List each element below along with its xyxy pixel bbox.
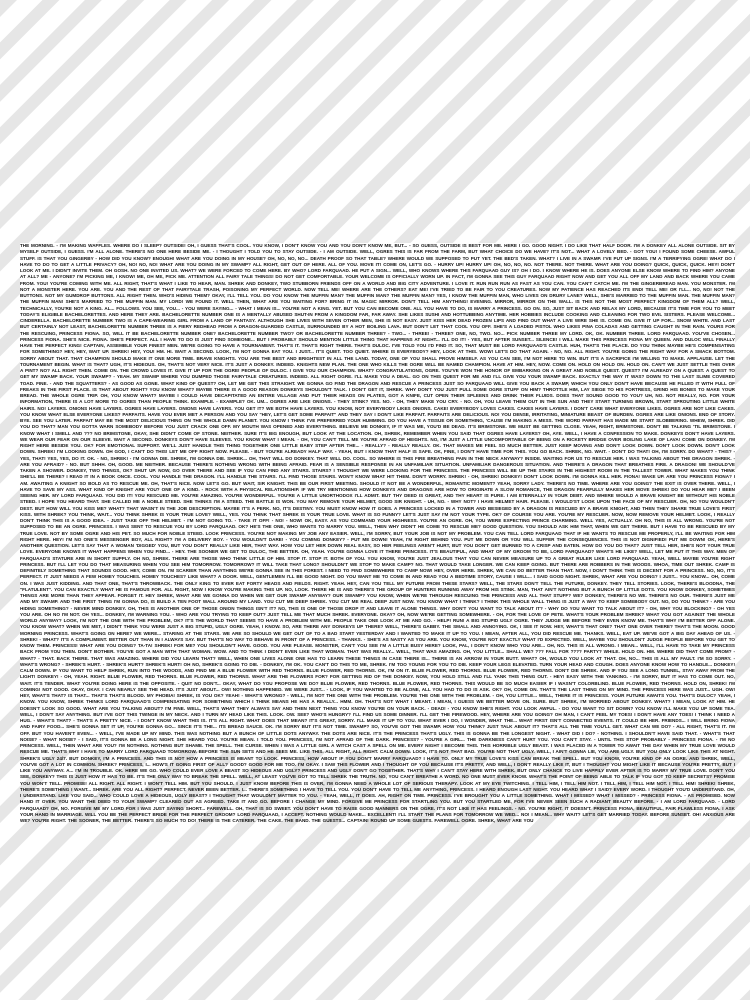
text-block-print [20, 243, 735, 823]
movie-script-text: THE MORNING. - I'M MAKING WAFFLES. WHERE DO I SLEEP? OUTSIDE! OH, I GUESS THAT'S COOL. YOU KNOW, I DON'T KNOW YOU AND YOU DON'T KNOW ME, BUT... - SO GUESS, OUTSIDE IS BEST FOR ME. HERE I GO. GOOD NIGHT. I DO LIKE THAT HALF DOOR. I'M A DONKEY ALL ALONE OUTSIDE. SIT BY MYSELF OUTSIDE, I GUESS. I'M ALL ALONE. THERE'S NO ONE HERE BESIDE ME. - I THOUGHT I TOLD YOU TO STAY OUTSIDE. - I AM OUTSIDE. WELL, OGRES THIS IS FAR FROM THE FARM, BUT WHAT CHOICE DO WE HAVE? IT'S NOT... WHAT A LOVELY BED. - GOT YOU! I FOUND SOME CHEESE. AWFUL STUFF. IS THAT YOU GINGERBY - HOW DID YOU KNOW? ENOUGH! WHAT ARE YOU DOING IN MY HOUSE? OH, NO, NO, NO... DEATH PROOF SO THAT TABLE? WHERE WOULD WE SUPPOSED TO PUT YET. THE BED'S TAKEN. WHAT? I LIVE IN A SWAMP. I'VE PUT UP SIGNS. I'M A TERRIFYING OGRE! WHAT DO I HAVE TO DO TO GET A LITTLE PRIVACY? OH, NO! NO, NO! WHAT ARE YOU DOING IN MY SWAMP? ALL RIGHT, GET OUT OF HERE. ALL OF YOU. MOVE IT! COME ON, LET'S GO. - HURRY UP! HURRY UP! OH, NO, NO, NO. NOT THERE. NOT THERE. WHAT ARE YOU DOING? QUICK, QUICK, QUICK. HEY! DON'T LOOK AT ME. I DIDN'T INVITE THEM. OH GOSH. NO ONE INVITED US. WHAT? WE WERE FORCED TO COME HERE. BY WHO? LORD FARQUAAD. HE PUT A SIGN... WELL, WHO KNOWS WHERE THIS FARQUAAD GUY IS? OH I DO. I KNOW WHERE HE IS. DOES ANYONE ELSE KNOW WHERE TO FIND HIM? ANYONE AT ALL? ME - ANYONE? I'M PICKING ME, I KNOW! ME, OH ME, PICK ME. ATTENTION ALL FAIRY TALE THINGS! DO NOT GET COMFORTABLE. YOUR WELCOME IS OFFICIALLY WORN UP. IN FACT, I'M GONNA SEE THIS GUY FARQUAAD RIGHT NOW AND GET YOU ALL OFF MY LAND AND BACK WHERE YOU CAME FROM. YOU! YOU'RE COMING WITH ME. ALL RIGHT, THAT'S WHAT I LIKE TO HEAR, MAN. SHREK AND DONKEY, TWO STUBBORN FRIENDS OFF ON A WORLD AND BIG CITY ADVENTURE. I LOVE IT. RUN RUN RUN AS FAST AS YOU CAN. YOU CAN'T CATCH ME. I'M THE GINGERBREAD MAN. YOU MONSTER. I'M NOT A MONSTER HERE. YOU ARE. YOU AND THE REST OF THAT FAIRYTALE TRASH, POISONING MY PERFECT WORLD. NOW TELL ME! WHERE ARE THE OTHERS? EAT ME! I'VE TRIED TO BE FAIR TO YOU CREATURES. NOW MY PATIENCE HAS REACHED ITS END! TELL ME! OR I'LL... NO, NO! NOT THE BUTTONS. NOT MY GUMDROP BUTTONS. ALL RIGHT THEN. WHO'S HIDING THEM? OKAY, I'LL TELL YOU. DO YOU KNOW THE MUFFIN MAN? THE MUFFIN MAN? THE MUFFIN MAN? YES, I KNOW THE MUFFIN MAN, WHO LIVES ON DRURY LANE? WELL, SHE'S MARRIED TO THE MUFFIN MAN. THE MUFFIN MAN? THE MUFFIN MAN! SHE'S MARRIED TO THE MUFFIN MAN. MY LORD! WE FOUND IT. WELL THEN, WHAT ARE YOU WAITING FOR? BRING IT IN. MAGIC MIRROR. DON'T TELL HIM ANYTHING! EVENING. MIRROR, MIRROR ON THE WALL. IS THIS NOT THE MOST PERFECT KINGDOM OF THEM ALL? WELL, TECHNICALLY, YOU'RE NOT A KING. AL... FOLLOWS. YOU SEE, YOU... - YOU WERE SAYING... - WHAT I MEAN IS... YOU'RE NOT A KING. YET. BUT YOU CAN BECOME ONE. ALL YOU HAVE TO DO, IS MARRY A PRINCESS. GO ON. SO, JUST SIT BACK AND RELAX MY LORD, BECAUSE IT'S TIME FOR YOU TO MEET TODAY'S ELIGIBLE BACHELORETTES. AND HERE THEY ARE. BACHELORETTE NUMBER ONE IS A MENTALLY ABUSED SHUT-IN FROM A KINGDOM FAR, FAR AWAY. SHE LIKES SUSHI AND HOTTUBBING ANYTIME. HER HOBBIES INCLUDE COOKING AND CLEANING FOR TWO EVIL SISTERS. PLEASE WELCOME... CINDERELLA. BACHELORETTE NUMBER TWO IS A CAPE-WEARING GIRL FROM A LAND OF FANTASY. ALTHOUGH SHE LIVES WITH SEVEN OTHER MEN, SHE IS NOT EASY. JUST KISS HER DEAD FROZEN LIPS AND FIND OUT WHAT A LIVE WIRE SHE IS. COME ON. GIVE IT UP FOR... SNOW WHITE. AND LAST BUT CERTAINLY NOT LEAST, BACHELORETTE NUMBER THREE IS A FIERY REDHEAD FROM A DRAGON-GUARDED CASTLE, SURROUNDED BY A HOT BOILING LAVA. BUT DON'T LET THAT COOL YOU OFF. SHE'S A LOADED PISTOL WHO LIKES PINA COLADAS AND GETTING CAUGHT IN THE RAIN. YOURS FOR THE RESCUING, PRINCESS FIONA. SO, WILL IT BE BACHELORETTE NUMBER ONE? BACHELORETTE NUMBER TWO? OR BACHELORETTE NUMBER THREE? - TWO... - THREE! - THREE? ONE, NO, TWO. NO... PICK NUMBER THREE MY LORD. OK, OK. NUMBER THREE. LORD FARQUAAD. YOU'VE CHOSEN... PRINCESS FIONA. SHE'S NICE. FIONA. SHE'S PERFECT. ALL I HAVE TO DO IS JUST FIND SOMEONE... BUT I PROBABLY SHOULD MENTION LITTLE THING THAT HAPPENS AT NIGHT... I'LL DO IT! - YES, BUT AFTER SUNSET... SILENCE! I WILL MAKE THIS PRINCESS FIONA MY QUEEN. AND DULOC WILL FINALLY HAVE THE PERFECT KING! CAPTAIN, ASSEMBLE YOUR FINEST MEN. WE'RE GOING TO HAVE A TOURNAMENT. THAT'S IT. THAT'S RIGHT THERE. THAT'S DULOC. I'VE TOLD YOU I'D FIND IT. SO, THAT MUST BE LORD FARQUAAD'S CASTLE. HUH, THAT'S THE PLACE. DO YOU THINK MAYBE HE'S COMPENSATING FOR SOMETHING? HEY, HEY, WAIT UP. SHREK! HEY, YOU! HM. HI. WAIT A SECOND. LOOK, I'M NOT GONNA EAT YOU. I JUST... IT'S QUIET. TOO QUIET. WHERE IS EVERYBODY? HEY, LOOK AT THIS. WOW! LET'S DO THAT AGAIN. - NO, NO. ALL RIGHT. YOU'RE GOING THE RIGHT WAY FOR A SMACK BOTTOM. SORRY ABOUT THAT. THAT CHAMPION SHOULD MAKE IT ONE MORE TIME. BRAVE KNIGHTS. YOU ARE THE BEST AND BRIGHTEST IN ALL THE LAND. TODAY, ONE OF YOU SHALL PROVE HIMSELF. AS YOU CAN SEE, I'M NOT HERE TO WIN. BUT IT'S A SACRIFICE I'M WILLING TO MAKE. APPLAUSE. LET THE TOURNAMENT BEGIN. WHAT IS THAT? UGH, IT'S HIDEOUS. OH, THAT'S NOT VERY NICE. IT'S JUST A DONKEY. INDEED. KNIGHTS NEW PLAN. THE ONE WHO KILLS THE OGRE WILL BE NAMED CHAMPION. HAVE AT HIM. HEY, NOW. COME ON. HOLD ON HOLD ON. HOLD ON. CAN'T WE JUST SETTLE THIS OVER A PINT? NO? ALL RIGHT THEN. COME ON. THE CROWD LOVES IT. GIVE IT UP FOR THE OGRE! PEOPLE OF DULOC. I GIVE YOU OUR CHAMPION. WHAT? CONGRATULATIONS, OGRE. YOU'VE WON THE HONOR OF EMBARKING ON A GREAT AND NOBLE QUEST. QUEST? I'M ALREADY ON A QUEST. A QUEST TO GET MY SWAMP BACK. YOUR SWAMP? - YEAH. MY SWAMP WHERE YOU DUMPED THOSE FAIRYTALE CREATURES. INDEED. ALL RIGHT OGRE. I'LL MAKE YOU A DEAL. GO ON THIS QUEST FOR ME AND I'LL GIVE YOU YOUR SWAMP BACK. EXACTLY THE WAY IT WAS? DOWN TO THE LAST SLIME COVERED TOAD. FINE. - AND THE SQUATTERS? - AS GOOD AS GONE. WHAT KIND OF QUEST? OH, LET ME GET THIS STRAIGHT. WE GONNA GO FIND THE DRAGON AND RESCUE A PRINCESS JUST SO FARQUAAD WILL GIVE YOU BACK A SWAMP, WHICH YOU ONLY DON'T HAVE BECAUSE HE FILLED IT WITH FULL OF FREAKS IN THE FIRST PLACE. IS THAT ABOUT RIGHT? YOU KNOW WHAT? MAYBE THERE IS A GOOD REASON DONKEYS SHOULDN'T TALK. I DON'T GET IT, SHREK. WHY DON'T YOU JUST PULL SOME OGRE STUFF ON HIM? THROTTLE HIM, LAY SIEGE TO HIS FORTRESS, GRIND HIS BONES TO MAKE YOUR BREAD. THE WHOLE OGRE TRIP. OH, YOU KNOW WHAT? MAYBE I COULD HAVE DECAPITATED AN ENTIRE VILLAGE AND PUT THEIR HEADS ON PLATES, GOT A KNIFE, CUT OPEN THEIR SPLEENS AND DRINK THEIR FLUIDS. DOES THAT SOUND GOOD TO YOU? UH, NO. NOT REALLY, NO. FOR YOUR INFORMATION, THERE IS A LOT MORE TO OGRES THAN PEOPLE THINK. EXAMPLE. - EXAMPLE? OK. UM... OGRES ARE LIKE ONIONS. - THEY STINK? YES. NO. - OH, THEY MAKE YOU CRY. - NO. OH, YOU LEAVE THEM OUT IN THE SUN AND THEY START TURNING BROWN, START SPROUTING LITTLE WHITE HAIRS. NO! LAYERS. ONIONS HAVE LAYERS. OGRES HAVE LAYERS. ONIONS HAVE LAYERS. YOU GET IT? WE BOTH HAVE LAYERS. YOU KNOW, NOT EVERYBODY LIKES ONIONS. CAKE! EVERYBODY LOVES CAKES. CAKES HAVE LAYERS. I DON'T CARE WHAT EVERYONE LIKES. OGRES ARE NOT LIKE CAKES. YOU KNOW WHAT ELSE EVERYONE LIKES? PARFAITS. HAVE YOU EVER MET A PERSON AND YOU SAY "HEY, LET'S GET SOME PARFAIT" AND THEY SAY I DON'T LIKE PARFAIT. PARFAITS ARE DELICIOUS. NO! YOU DENSE, IRRITATING, MINIATURE BEAST OF BURDEN. OGRES ARE LIKE ONIONS. END OF STORY. BYE. SEE YOU LATER. PARFAIT MAY BE THE MOST DELICIOUS THING ON THE WHOLE DAMN PLANET. YOU KNOW I THINK I'VE PREFERRED YOUR HUMMING. DO YOU HAVE A TISSUE OR SOMETHING, 'CAUSE I'M MAKING A MESS. THE WORD PARFAIT HAS MADE ME START SLOBBERING. WHEW, SHREK. DID YOU DO THAT? MAN YOU GOTTA WARN SOMEBODY BEFORE YOU JUST CRACK ONE OFF. MY MOUTH WAS OPENED AND EVERYTHING. BELIEVE ME DONKEY, IF IT WAS ME, YOU'D BE DEAD. IT'S BRIMSTONE. WE MUST BE GETTING CLOSE. YEAH, RIGHT, BRIMSTONE. DON'T BE TALKING 'TIL BRIMSTONE. I KNOW WHAT I SMELL AND ??? NO BRIMSTONE, OKAY, SHE DIDN'T COME OF STONE. NEITHER. SURE IT'S BIG ENOUGH, BUT LOOK AT THE LOCATION. OH, SHREK, REMEMBER WHEN YOU SAID THAT OGRES HAVE LAYERS? OH, AYE. WELL, I HAVE A CONFESSION TO MAKE. DONKEYS DON'T HAVE LAYERS. WE WEAR OUR FEAR ON OUR SLEEVE. WAIT A SECOND. DONKEYS DON'T HAVE SLEEVES. YOU KNOW WHAT I MEAN. - OH, YOU CAN'T TELL ME YOU'RE AFRAID OF HEIGHTS. NO, I'M JUST A LITTLE UNCOMFORTABLE OF BEING ON A RICKETY BRIDGE OVER BOILING LAKE OF LAVA! COME ON DONKEY. I'M RIGHT HERE BESIDE YOU. OK? FOR EMOTIONAL SUPPORT. WE'LL JUST HANDLE THIS THING TOGETHER ONE LITTLE BABY STEP AFTER THE... - REALLY? - REALLY REALLY. OK. THAT MAKES ME FEEL SO MUCH BETTER. JUST KEEP MOVING AND DON'T LOOK DOWN. DON'T LOOK DOWN. DON'T LOOK DOWN. SHREK! I'M LOOKING DOWN. OH GOD, I CAN'T DO THIS! LET ME OFF RIGHT NOW. PLEASE. - BUT YOU'RE ALREADY HALF WAY. - YEAH, BUT I KNOW THAT HALF IS SAFE. OK, FINE, I DON'T HAVE TIME FOR THIS. YOU GO BACK. SHREK, NO. WAIT. - DON'T DO THAT! OH, I'M SORRY. DO WHAT? - THIS? - YES, THAT! YES, YES, DO IT. OK. - NO, SHREK! - I'M GONNA DIE. SHREK, I'M GONNA DIE. SHREK... OH, THAT WILL DO DONKEY. THAT WILL DO. COOL. SO WHERE IS THIS FIRE BREATHING PAIN IN THE NECK ANYWAY? INSIDE. WAITING FOR US TO RESCUE HER. I WAS TALKING ABOUT THE DRAGON SHREK. - ARE YOU AFRAID? - NO. BUT SHHH. OH, GOOD. ME NEITHER. BECAUSE THERE'S NOTHING WRONG WITH BEING AFRAID. FEAR IS A SENSIBLE RESPONSE IN AN UNFAMILIAR SITUATION. UNFAMILIAR DANGEROUS SITUATION. AND THERE'S A DRAGON THAT BREATHES FIRE. A DRAGON! WE SHOULD'VE TAKEN A SHOWER. DONKEY, TWO THINGS, OK? SHUT UP. NOW, GO OVER THERE AND SEE IF YOU CAN FIND ANY STAIRS. STAIRS? I THOUGHT WE WERE LOOKING FOR THE PRINCESS. THE PRINCESS WILL BE UP THE STAIRS IN THE HIGHEST ROOM IN THE TALLEST TOWER. WHAT MAKES YOU THINK SHE'LL BE THERE? I READ IT IN A BOOK ONCE. COOL. YOU HANDLE THE DRAGON. I'LL HANDLE THE STAIRS. I'LL FIND THOSE STAIRS. WON'T KNOW WHAT HIT THEM. DON'T WORRY. SHREK! - OH, SHREK! DONKEY! DON'T LOOK DOWN. I'M GONNA KILL HER. FIONA! WAKE UP. ARE YOU PRINCESS FIONA? I AM. AWAITING A KNIGHT SO BOLD AS TO RESCUE ME. OH, THAT'S NICE. NOW LET'S GO. BUT WAIT, SIR KNIGHT. THIS BE OUR FIRST MEETING. SHOULD IT NOT BE A WONDERFUL, ROMANTIC MOMENT? YEAH, SORRY LADY. THERE'S NO TIME. WHERE ARE YOU GOING? THE EXIT IS OVER THERE. WELL, I HAVE TO SAVE MY ASS. WHAT KIND OF KNIGHT ARE YOU? ONE OF A KIND. - ROCK WITH A PHYSICAL RELATIONSHIP. IF WE TRY MENTIONING HOW DONKEYS AND DRAGONS ARE HOW TO ORIGINATE A SLOW ROMANCE, THE DRAGON FEARFULLY MAKES HER MOVE SHREK! DO YOU HEAR ME? I BEEN SEEING HER. MY LORD FARQUAAD. YOU DID IT! YOU RESCUED ME. YOU'RE AMAZING. YOU'RE WONDERFUL. YOU'RE A LITTLE UNORTHODOX I'LL ADMIT. BUT THY DEED IS GREAT, AND THY HEART IS PURE. I AM ETERNALLY IN YOUR DEBT. AND WHERE WOULD A BRAVE KNIGHT BE WITHOUT HIS NOBLE STEED. I HOPE YOU HEARD THAT. SHE CALLED ME A NOBLE STEED. SHE THINKS I'M A STEED. THE BATTLE IS WON. YOU MAY REMOVE YOUR HELMET, GOOD SIR KNIGHT. - UH, NO. - WHY NOT? I HAVE HELMET HAIR. PLEASE. I WOULD'ST LOOK UPON THE FACE OF MY RESCUER. OH, NO YOU WOULDN'T DEST. BUT HOW WILL YOU KISS ME? WHAT? THAT WASN'T IN THE JOB DESCRIPTION. MAYBE IT'S A PERK. NO, IT'S DESTINY. YOU MUST KNOW HOW IT GOES. A PRINCESS LOCKED IN A TOWER AND BESIEGED BY A DRAGON IS RESCUED BY A BRAVE KNIGHT, AND THEN THEY SHARE TRUE LOVE'S FIRST KISS. WITH SHREK? YOU THINK, WAIT... YOU THINK SHREK IS YOUR TRUE LOVE? WELL, YES. YOU THINK THAT SHREK IS YOUR TRUE LOVE. WHAT IS SO FUNNY? LET'S JUST SAY I'M NOT YOUR TYPE. OK? OF COURSE YOU ARE. YOU'RE MY RESCUER. NOW, NOW REMOVE YOUR HELMET. LOOK, I REALLY DON'T THINK THIS IS A GOOD IDEA. - JUST TAKE OFF THE HELMET. - I'M NOT GOING TO. - TAKE IT OFF! - NO! - NOW! OK, EASY. AS YOU COMMAND YOUR HIGHNESS. YOU'RE AN OGRE. OH, YOU WERE EXPECTING PRINCE CHARMING. WELL YES, ACTUALLY. OH NO, THIS IS ALL WRONG. YOU'RE NOT SUPPOSED TO BE AN OGRE. PRINCESS. I WAS SENT TO RESCUE YOU BY LORD FARQUAAD. OK? HE'S THE ONE, WHO WANTS TO MARRY YOU. WELL, THEN WHY DIDN'T HE COME TO RESCUE ME? GOOD QUESTION. YOU SHOULD ASK HIM THAT, WHEN WE GET THERE. BUT I HAVE TO BE RESCUED BY MY TRUE LOVE. NOT BY SOME OGRE AND HIS PET. SO MUCH FOR NOBLE STEED. LOOK PRINCESS. YOU'RE NOT MAKING MY JOB ANY EASIER. WELL, I'M SORRY, BUT YOUR JOB IS NOT MY PROBLEM. YOU CAN TELL LORD FARQUAAD THAT IF HE WANTS TO RESCUE ME PROPERLY, I'LL BE WAITING FOR HIM RIGHT HERE. HEY! I'M NO ONE'S MESSENGER BOY, ALL RIGHT? I'M A DELIVERY BOY. - YOU WOULDN'T DARE! - YOU COMING DONKEY? - PUT ME DOWN! YEAH, I'M RIGHT BEHIND YOU. PUT ME DOWN OR YOU WILL SUFFER THE CONSEQUENCES. THIS IS NOT DIGNIFIED! PUT ME DOWN! OK, HERE'S ANOTHER QUESTION. LET'S SAY THAT A WOMAN 'DIGGED' YOU, BUT YOU DON'T REALLY LIKE HER, THAT WAY. HOW YOU LET HER DOWN REAL EASY, SO HER FEELINGS AREN'T HURT, BUT YOU DON'T GET BURNED TO A CRISP AND EATEN. HOW DO YOU DO THAT? JUST TELL HER, SHE'S NOT YOUR TRUE LOVE. EVERYONE KNOWS IT WHAT HAPPENS WHEN YOU FIND... - HEY. THE SOONER WE GET TO DULOC, THE BETTER. OH, YEAH. YOU'RE GONNA LOVE IT THERE PRINCESS. IT'S BEAUTIFUL, AND WHAT OF MY GROOM TO BE, LORD FARQUAAD? WHAT'S HE LIKE? WELL, LET ME PUT IT THIS WAY. MEN OF FARQUAAD'S STATURE ARE IN SHORT SUPPLY. OH NO, SHREK. THERE ARE THOSE WHO THINK LITTLE OF HIM. STOP IT. STOP IT. BOTH OF YOU. YOU KNOW, YOU'RE JUST JEALOUS THAT YOU CAN NEVER MEASURE UP TO A GREAT RULER LIKE LORD FARQUAAD. YEAH, WELL MAYBE YOU'RE RIGHT PRINCESS. BUT I'LL LET YOU DO THAT MEASURING WHEN YOU SEE HIM TOMORROW. TOMORROW? IT WILL TAKE THAT LONG? SHOULDN'T WE STOP TO MAKE CAMP? NO. THAT WOULD TAKE LONGER. WE CAN KEEP GOING. BUT THERE ARE ROBBERS IN THE WOODS. WHOA, TIME OUT SHREK. CAMP IS DEFINITELY SOMETHING THAT SOUNDS GOOD. HEY, COME ON. I'M SCARIER THAN ANYTHING WE'RE GONNA SEE IN THIS FOREST. I NEED TO FIND SOMEWHERE TO CAMP NOW! HEY, OVER HERE. SHREK, WE CAN DO BETTER THAN THAT. NOW, I DON'T THINK THIS IS DECENT FOR A PRINCESS. NO, NO, IT'S PERFECT. IT JUST NEEDS A FEW HOMEY TOUCHES. HOMEY TOUCHES? LIKE WHAT? A DOOR. WELL, GENTLEMEN I'LL BE GOOD NIGHT. DO YOU WANT ME TO COME IN AND READ YOU A BEDTIME STORY, CAUSE I WILL... I SAID GOOD NIGHT. SHREK, WHAT ARE YOU DOING? I JUST... YOU KNOW... OH, COME ON. I WAS JUST KIDDING. AND THAT ONE, THAT'S THROWBACK. THE ONLY KING TO EVER EAT FORTY HEADS AND FIELDS. RIGHT. YEAH. HEY, CAN YOU TELL MY FUTURE FROM THESE STARS? WELL, THE STARS DON'T TELL THE FUTURE, DONKEY. THEY TELL STORIES. LOOK, THERE'S BLOODNA, THE "FLATULENT". YOU CAN EXACTLY WHAT HE IS FAMOUS FOR. ALL RIGHT, NOW I KNOW YOU'RE MAKING THIS UP. NO, LOOK. THERE HE IS AND THERE'S THE GROUP OF HUNTERS RUNNING AWAY FROM HIS STINK. MAN, THAT AIN'T NOTHING BUT A BUNCH OF LITTLE DOTS. YOU KNOW DONKEY, SOMETIMES THINGS ARE MORE THAN THEY APPEAR. FORGET IT. HEY SHREK, WHAT ARE WE GONNA DO WHEN WE GET OUR SWAMP ANYWAY? OUR SWAMP? YOU KNOW, WHEN WE'RE THROUGH RESCUING THE PRINCESS AND ALL THAT STUFF? WE? DONKEY, THERE'S NO WE. THERE'S NO OUR. THERE'S JUST ME AND MY SWAMP. AND THE FIRST THING I'M GONNA DO, IS BUILD A TEN FOOT WALL AROUND MY LAND. YOU CUT ME DEEP SHREK. YOU CUT ME REAL DEEP JUST NOW. YOU KNOW WHAT I THINK? I THINK THIS WHOLE WALL THING IS JUST A WAY TO KEEP SOMEBODY OUT. NO, DO YOU THINK? - ARE YOU HIDING SOMETHING? - NEVER MIND DONKEY. OH, THIS IS ANOTHER ONE OF THOSE ONION THINGS ISN'T IT? NO, THIS IS ONE OF THOSE DROP IT AND LEAVE IT ALONE THINGS. WHY DON'T YOU WANT TO TALK ABOUT IT? - WHY DO YOU WANT TO TALK ABOUT IT? - OH, WHY YOU BLOCKING? - OH YES YOU ARE. OH NO I'M NOT. OH YES... DONKEY, I'M WARNING YOU. - WHO ARE YOU TRYING TO KEEP OUT? JUST TELL ME THAT MUCH SHREK. EVERYONE. OKAY? OH, NOW WE'RE GETTING SOMEWHERE. - OH, FOR THE LOVE OF PETE. WHAT'S YOUR PROBLEM SHREK? WHAT YOU GOT AGAINST THE WHOLE WORLD ANYWAY? LOOK, I'M NOT THE ONE WITH THE PROBLEM, OK? IT'S THE WORLD THAT SEEMS TO HAVE A PROBLEM WITH ME. PEOPLE TAKE ONE LOOK AT ME AND GO. - HELP! RUN! A BIG STUPID UGLY OGRE. THEY JUDGE ME BEFORE THEY EVEN KNOW ME. THAT'S WHY I'M BETTER OFF ALONE. YOU KNOW WHAT? WHEN WE MET, I DIDN'T THINK YOU WERE JUST A BIG STUPID, UGLY OGRE. YEAH, I KNOW. SO, ARE THERE ANY DONKEYS UP THERE? WELL, THERE'S GABBY. THE SMALL AND ANNOYING. OK, I SEE IT NOW. HEY, WHAT'S THAT ONE? THAT ONE OVER THERE? THAT'S THE MOON. GOOD MORNING PRINCESS. WHAT'S GOING ON HERE? WE WERE... STARING AT THE STARS. WE ARE SO SHOULD WE GET OUT OF TO A BAD START YESTERDAY AND I WANTED TO MAKE IT UP TO YOU. I MEAN, AFTER ALL, YOU DID RESCUE ME. THANKS. WELL, EAT UP. WE'VE GOT A BIG DAY AHEAD OF US. - SHREK! - WHAT? IT'S A COMPLIMENT. BETTER OUT THAN IN I ALWAYS SAY. BUT THAT'S NO WAY TO BEHAVE IN FRONT OF A PRINCESS. - THANKS. - SHE'S AS NASTY AS YOU ARE. YOU KNOW, YOU'RE NOT EXACTLY WHAT I'D EXPECTED. WELL, MAYBE YOU SHOULDN'T JUDGE PEOPLE BEFORE YOU GET TO KNOW THEM. PRINCESS! WHAT ARE YOU DOING? TA-TA! SHREK! FOR ME? YOU SHOULDN'T HAVE. GOOD. YOU ARE PLEASE. MONSTER, CAN'T YOU SEE I'M A LITTLE BUSY HERE? LOOK, PAL, I DON'T KNOW WHO YOU ARE... OH, NO. THIS IS ALL WRONG. I MEAN... WELL, I'LL HAVE TO TAKE MY PRINCESS BACK FROM YOU THEN. DON'T BOTHER. YOU'VE GOT A MAN WITH THAT WOMAN. WOW. AND TO THINK I DIDN'T EVEN LIKE THAT WOMAN. THAT WAS REALLY... WELL, THAT WAS AMAZING. OH, YOU LITTLE... SHALL WE? ??? FALL FOR ???? PARTY? WHILE. HOLD ON. HM. WHERE DID THAT COME FROM? - WHAT? - THAT. BACK THERE. THAT WAS AMAZING. WHERE DID YOU LEARN THAT? WELL, WHEN ONE LIVES ALONE ONE HAS TO LEARN THESE THINGS IN CASE THERE IS... THERE IS AN ARROW IN YOUR BUTT. WHAT? OH, WOULD YOU LOOK AT THAT. OH, NO... THIS IS ALL MY FAULT. I'M SO SORRY. - WHAT'S WRONG? - SHREK'S HURT. - SHREK'S HURT? SHREK'S HURT! OH NO, SHREK'S GOING TO DIE. - DONKEY, I'M OK. YOU CAN'T DO THIS TO ME, SHREK. I'M TOO YOUNG FOR YOU TO DIE. KEEP YOUR LEGS ELEVATED. TURN YOUR HEAD AND COUGH. DOES ANYONE KNOW HOW TO HANDLE... DONKEY! CALM DOWN. IF YOU WANT TO HELP SHREK, RUN INTO THE WOODS, AND FIND ME A BLUE FLOWER WITH RED THORNS. BLUE FLOWER, RED THORNS. OK, I'M ON IT. BLUE FLOWER, RED THORNS. BLUE FLOWER, RED THORNS. DON'T DIE SHREK. AND IF YOU SEE A LONG TUNNEL, STAY AWAY FROM THE LIGHT! DONKEY! - OH, YEAH. RIGHT. BLUE FLOWER, RED THORNS. BLUE FLOWER, RED THORNS. WHAT ARE THE FLOWERS FOR? FOR GETTING RID OF THE DONKEY. NOW, YOU HOLD STILL AND I'LL YANK THIS THING OUT. - HEY! EASY WITH THE YANKING. - I'M SORRY, BUT IT HAS TO COME OUT. NO, WAIT. IT'S TENDER. WHAT YOU'RE DOING HERE IS THE OPPOSITE. - QUIT NO DON'T... OKAY, WHAT DO YOU PROPOSE WE DO? BLUE FLOWER, RED THORNS. BLUE FLOWER, RED THORNS. THIS WOULD BE SO MUCH EASIER IF I WASN'T COLORBLIND. BLUE FLOWER, RED THORNS. HOLD ON, SHREK! I'M COMING! NOT GOOD. OKAY, OKAY. I CAN NEARLY SEE THE HEAD. IT'S JUST ABOUT... OW! NOTHING HAPPENED. WE WERE JUST... - LOOK, IF YOU WANTED TO BE ALONE, ALL YOU HAD TO DO IS ASK. OK? OH, COME ON. THAT'S THE LAST THING ON MY MIND. THE PRINCESS HERE WAS JUST... UGH. OW! HEY, WHAT'S THAT? IS THAT... THAT'S THAT'S BLOOD. MY PHOBIA! SHREK, IS YOU OK? YEAH! - WHAT'S WRONG? - WELL, I'M NOT THE ONE WITH THE PROBLEM. YOU'RE THE ONE WITH THE PROBLEM. - OH, YOU LITTLE... WELL, THERE IT IS PRINCESS. YOUR FUTURE AWAITS YOU. THAT'S DULOC? YEAH, I KNOW. YOU KNOW, SHREK THINKS LORD FARQUAAD'S COMPENSATING FOR SOMETHING WHICH I THINK MEANS HE HAS A REALLY... HMM. OH. THAT'S NOT WHAT I MEANT. I MEAN, I GUESS WE BETTER MOVE ON. SURE. BUT SHREK, I'M WORRIED ABOUT DONKEY. WHAT? I MEAN, LOOK AT HIM. HE DOESN'T LOOK SO GOOD. WHAT ARE YOU TALKING ABOUT? I'M FINE. WELL, THAT'S WHAT THEY ALWAYS SAY AND THEN NEXT THING YOU KNOW YOU'RE ON YOUR BACK. - DEAD! - YOU KNOW SHE'S RIGHT. YOU LOOK AWFUL. - DO YOU WANT TO SIT DOWN? YOU KNOW I'LL MAKE YOU UP SOME TEA. WELL, I DON'T SAY ANYTHING. BUT I'VE GOT THIS TWINGE IN MY NECK. AND I TURN MY HEAD LIKE THIS. LOOK. OW. SEE? WHO'S HUNGRY? I'LL FIND US SOME DINNER. I'LL GET THE FIREWOOD. HEY, WHERE ARE YOU GOING? OH MAN, I CAN'T FEEL MY TOES! I DON'T HAVE ANY TOES! I THINK I NEED A HUG. - WHAT'S THAT? - THAT'S A PRETTY NICE. - I DON'T KNOW WHAT THIS IS. IT'S ALL RIGHT. WHAT DOES THAT MEAN? IT'S GREAT, SORRY. I'LL MAKE IT UP TO YOU. WHAT EVER I DO, I WONDER, WHAT THE... WHAT FIRST ISN'T CONNECTED EVENTS. IT COULD BE HER. FRIENDS... I WILL BRING FIONA AND FAIRY FOOD... SHE'S GONNA SET IT UP, YOU'RE GONNA GO... SINCE IT'S THE... ITS BREAD SAUCE. OK. I'M SORRY BUT IT'S NOT TIME. SWAMP? SO, YOU'VE GOT THE SWAMP. HOW YOU THINK? JUST TALK ABOUT IT? THAT'S ALL THE TIME YOU'LL GET. WHAT CAN WE DO? - ALL RIGHT, THAT'S IT. I'M OFF. BUT YOU HAVEN'T EVEN... - WELL, I'VE MADE UP MY MIND. THIS WAS NOTHING BUT A BUNCH OF LITTLE DOTS ANYWAY. THE DOTS ARE NICE. IT'S THE PRINCESS THAT'S UGLY. THIS IS GONNA BE THE LONGEST NIGHT. - WHAT DID I DO? - NOTHING. I SHOULDN'T HAVE SAID THAT. - WHAT'S THAT NOISE? - WHAT NOISE? - I SAID, IT'S GONNA BE A LONG NIGHT. SHE HEARD YOU. YOU'RE MEAN. I TOLD YOU. PRINCESS, I'M NOT AFRAID OF THE DARK. PRINCESS? - YOU'RE A GIRL... THE DARKNESS CAN'T HURT YOU. YOU CAN'T STAY. - UNTIL THIS STOP PROBABLY - PRINCESS FIONA. - I'M NO PRINCESS. WELL, THEN WHAT ARE YOU? I'M NOTHING. NOTHING BUT SHAME. THE SPELL. THE CURSE. WHEN I WAS A LITTLE GIRL A WITCH CAST A SPELL ON ME. EVERY NIGHT I BECOME THIS. THIS HORRIBLE UGLY BEAST. I WAS PLACED IN A TOWER TO AWAIT THE DAY WHEN MY TRUE LOVE WOULD RESCUE ME. THAT'S WHY I HAVE TO MARRY LORD FARQUAAD TOMORROW. BEFORE THE SUN SETS AND HE SEES ME. LIKE THIS. ALL RIGHT, ALL RIGHT. CALM DOWN. LOOK, IT'S NOT THAT BAD. YOU'RE NOT THAT UGLY. WELL, I AIN'T GONNA LIE, YOU ARE UGLY. BUT YOU ONLY LOOK LIKE THIS AT NIGHT. SHREK'S UGLY 24/7. BUT DONKEY, I'M A PRINCESS. AND THIS IS NOT HOW A PRINCESS IS MEANT TO LOOK. PRINCESS, HOW ABOUT IF YOU DON'T MARRY FARQUAAD? I HAVE TO. ONLY MY TRUE LOVE'S KISS CAN BREAK THE SPELL. BUT YOU KNOW, YOU'RE KIND OF AN OGRE. AND SHREK, WELL, YOU'VE GOT A LOT IN COMMON. SHREK? PRINCESS, I... HOW'S IT GOING FIRST OF ALL? GOOD? GOOD FOR ME TOO. I'M OKAY. I SAW THIS FLOWER AND I THOUGHT OF YOU BECAUSE IT'S PRETTY, AND WELL, I DON'T REALLY LIKE IT, BUT I THOUGHT YOU MIGHT LIKE IT BECAUSE YOU'RE PRETTY, BUT I LIKE YOU ANYWAY. A... I'M IN TROUBLE. OK. HERE WE GO. WHO COULD EVER LOVE A BEAST SO HIDEOUS AND UGLY? PRINCESS AND UGLY DON'T GO TOGETHER. THAT'S WHY I CAN'T STAY HERE WITH SHREK. BUT ONLY CHANCE TO LIVE HAPPILY EVER AFTER IS TO MARRY MY TRUE LOVE. DON'T YOU SEE, DONKEY? THIS IS JUST HOW IT HAS TO BE. IT'S THE ONLY WAY TO BREAK THE SPELL. WELL, AT LEAST YOU'VE GOT TO TELL SHREK THE TRUTH. NO, YOU CAN'T BREATHE A WORD. NO ONE MUST EVER KNOW. WHAT'S THE POINT OF BEING ABLE TO TALK IF YOU GOT TO KEEP SECRETS? PROMISE YOU WON'T TELL. PROMISE! ALL RIGHT. ALL RIGHT. I WON'T TELL HIM. BUT YOU SHOULD. I JUST KNOW BEFORE THIS IS OVER, I'M GONNA NEED A WHOLE LOT OF SERIOUS THERAPY. LOOK AT MY EYE TWITCHING. I TELL HIM, I TELL HIM NOT. I TELL HIM, I TELL HIM NOT. I TELL HIM! SHREK! SHREK, THERE'S SOMETHING I WANT... SHREK. ARE YOU ALL RIGHT? PERFECT. NEVER BEEN BETTER. I... THERE'S SOMETHING I HAVE TO TELL YOU. YOU DON'T HAVE TO TELL ME ANYTHING, PRINCESS. I HEARD ENOUGH LAST NIGHT. YOU HEARD WHAT I SAID? EVERY WORD. I THOUGHT YOU'D UNDERSTAND. OH, I UNDERSTAND. LIKE YOU SAID... WHO COULD LOVE A HIDEOUS, UGLY BEAST? I THOUGHT THAT WOULDN'T MATTER TO YOU. - YEAH, WELL, IT DOES. AH, RIGHT ON TIME. PRINCESS. I'VE BROUGHT YOU A LITTLE SOMETHING. WHAT I MISSED? WHAT I MISSED? - PRINCESS FIONA. - AS PROMISED. NOW HAND IT OVER. YOU WANT THE DEED TO YOUR SWAMP? CLEARED OUT AS AGREED. TAKE IT AND GO. BEFORE I CHANGE MY MIND. FORGIVE ME PRINCESS FOR STARTLING YOU. BUT YOU STARTLED ME, FOR I'VE NEVER SEEN SUCH A RADIANT BEAUTY BEFORE. - I AM LORD FARQUAAD. - LORD FARQUAAD? OH, NO. FORGIVE ME MY LORD FOR I WAS JUST SAYING SHORT... FAREWELL. OH, THAT IS SO SWEET. YOU DON'T HAVE TO RAISE GOOD MANNERS ON THE OGRE. IT'S NOT LIKE IT HAS FEELINGS. - NO. YOU'RE RIGHT. IT DOESN'T. PRINCESS FIONA, BEAUTIFUL, FAIR FLAWLESS FIONA. I ASK YOUR HAND IN MARRIAGE. WILL YOU BE THE PERFECT BRIDE FOR THE PERFECT GROOM? LORD FARQUAAD, I ACCEPT. NOTHING WOULD MAKE... EXCELLENT! I'LL START THE PLANS FOR TOMORROW WE WED... NO! I MEAN... WHY WAIT? LET'S GET MARRIED TODAY. BEFORE SUNSET. OH! ANXIOUS ARE WE? YOU'RE RIGHT. THE SOONER, THE BETTER. THERE'S SO MUCH TO DO! THERE IS THE CATERER. THE CAKE. THE BAND. THE GUESTS... CAPTAIN! ROUND UP SOME GUESTS. FAREWELL OGRE. SHREK, WHAT ARE YOU [20, 243, 735, 823]
